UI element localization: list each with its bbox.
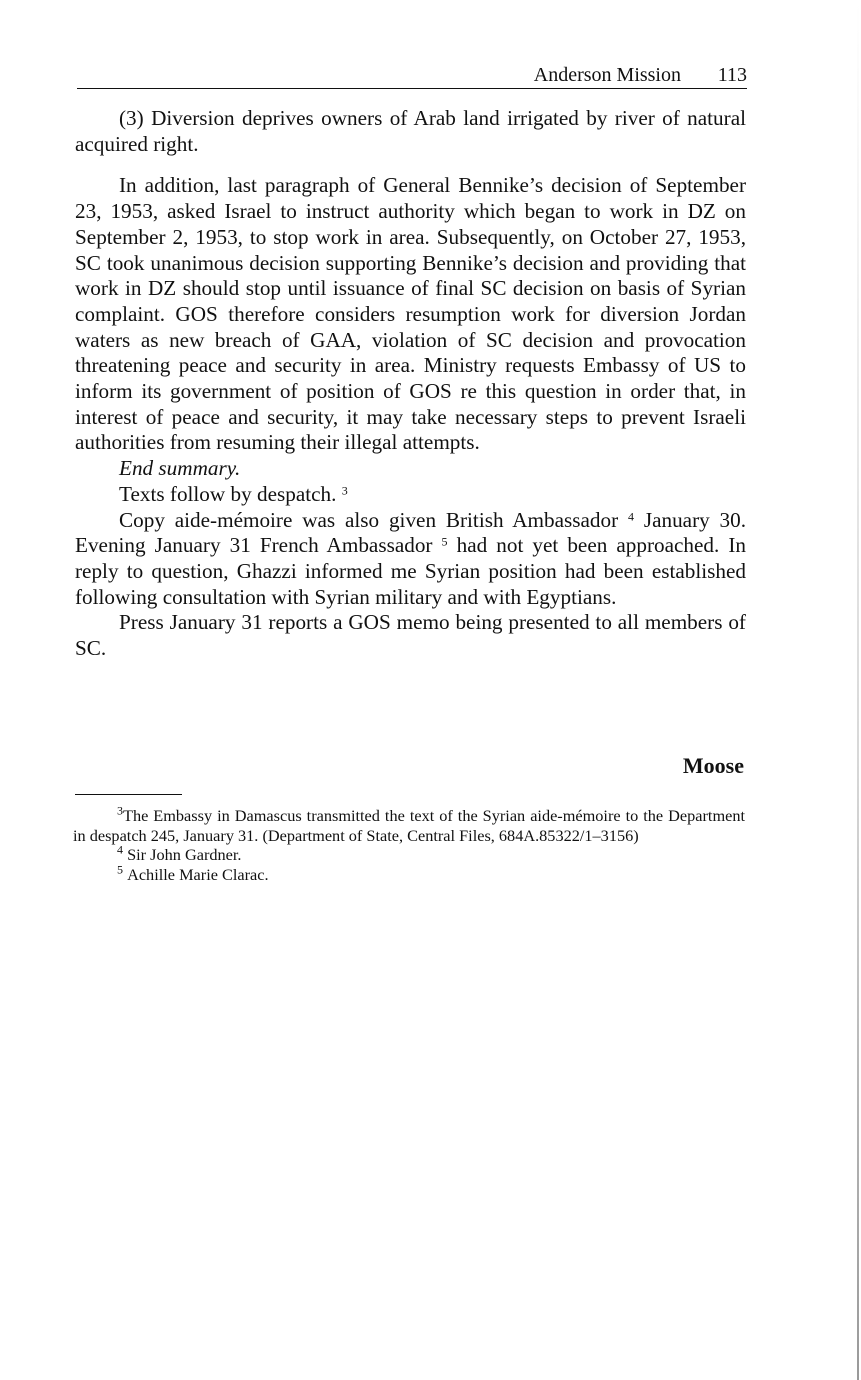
footnote-text-4: Sir John Gardner. <box>127 845 242 864</box>
paragraph-diversion: (3) Diversion deprives owners of Arab land irrigated by river of natural acquired right. <box>75 106 746 156</box>
footnote-text-3: The Embassy in Damascus transmitted the text of the Syrian aide-mémoire to the Department in despatch 245, January 31. (Department of State, Central Files, 684A.85322/1–3156) <box>73 806 745 845</box>
footnote-ref-3: 3 <box>341 483 348 498</box>
paragraph-bennike-decision: In addition, last paragraph of General Bennike’s decision of September 23, 1953, asked Israel to instruct authority which began to work in DZ on September 2, 1953, to stop work in area. Subsequently, on October 27, 1953, SC took unanimous decision supporting Bennike’s decision and providing that work in DZ should stop until issuance of final SC decision on basis of Syrian complaint. GOS therefore considers resumption work for diversion Jordan waters as new breach of GAA, violation of SC decision and provocation threatening peace and security in area. Ministry requests Embassy of US to inform its government of position of GOS re this question in order that, in interest of peace and security, it may take necessary steps to prevent Israeli authorities from resuming their illegal attempts. <box>75 173 746 455</box>
page-number: 113 <box>717 64 747 86</box>
body-text <box>75 106 746 662</box>
footnote-text-5: Achille Marie Clarac. <box>127 864 269 884</box>
paragraph-texts-follow <box>75 482 746 508</box>
running-title: Anderson Mission <box>533 64 681 86</box>
footnote-marker-3: 3 <box>117 803 123 818</box>
footnote-marker-5: 5 <box>117 861 123 876</box>
aide-memoire-text-c: had not yet been approached. In reply to question, Ghazzi informed me Syrian position had been established following consultation with Syrian military and with Egyptians. <box>75 533 747 609</box>
scan-edge-shadow <box>857 0 859 1380</box>
signature: Moose <box>682 753 744 778</box>
paragraph-press-report: Press January 31 reports a GOS memo being presented to all members of SC. <box>75 610 746 661</box>
footnote-divider <box>75 794 182 795</box>
end-summary: End summary. <box>119 456 241 481</box>
texts-follow-text: Texts follow by despatch. <box>119 481 337 506</box>
footnote-5 <box>73 861 745 885</box>
footnote-3 <box>73 803 745 845</box>
footnote-marker-4: 4 <box>117 842 123 857</box>
footnote-ref-5: 5 <box>441 534 448 549</box>
footnote-4 <box>73 842 745 865</box>
footnotes <box>73 803 745 884</box>
aide-memoire-text-a: Copy aide-mémoire was also given British Ambassador <box>119 507 619 532</box>
aide-memoire-text-b: January 30. Evening January 31 French Ambassador <box>75 507 747 558</box>
footnote-ref-4: 4 <box>627 508 634 523</box>
page-header <box>77 62 747 89</box>
paragraph-aide-memoire <box>75 508 746 611</box>
